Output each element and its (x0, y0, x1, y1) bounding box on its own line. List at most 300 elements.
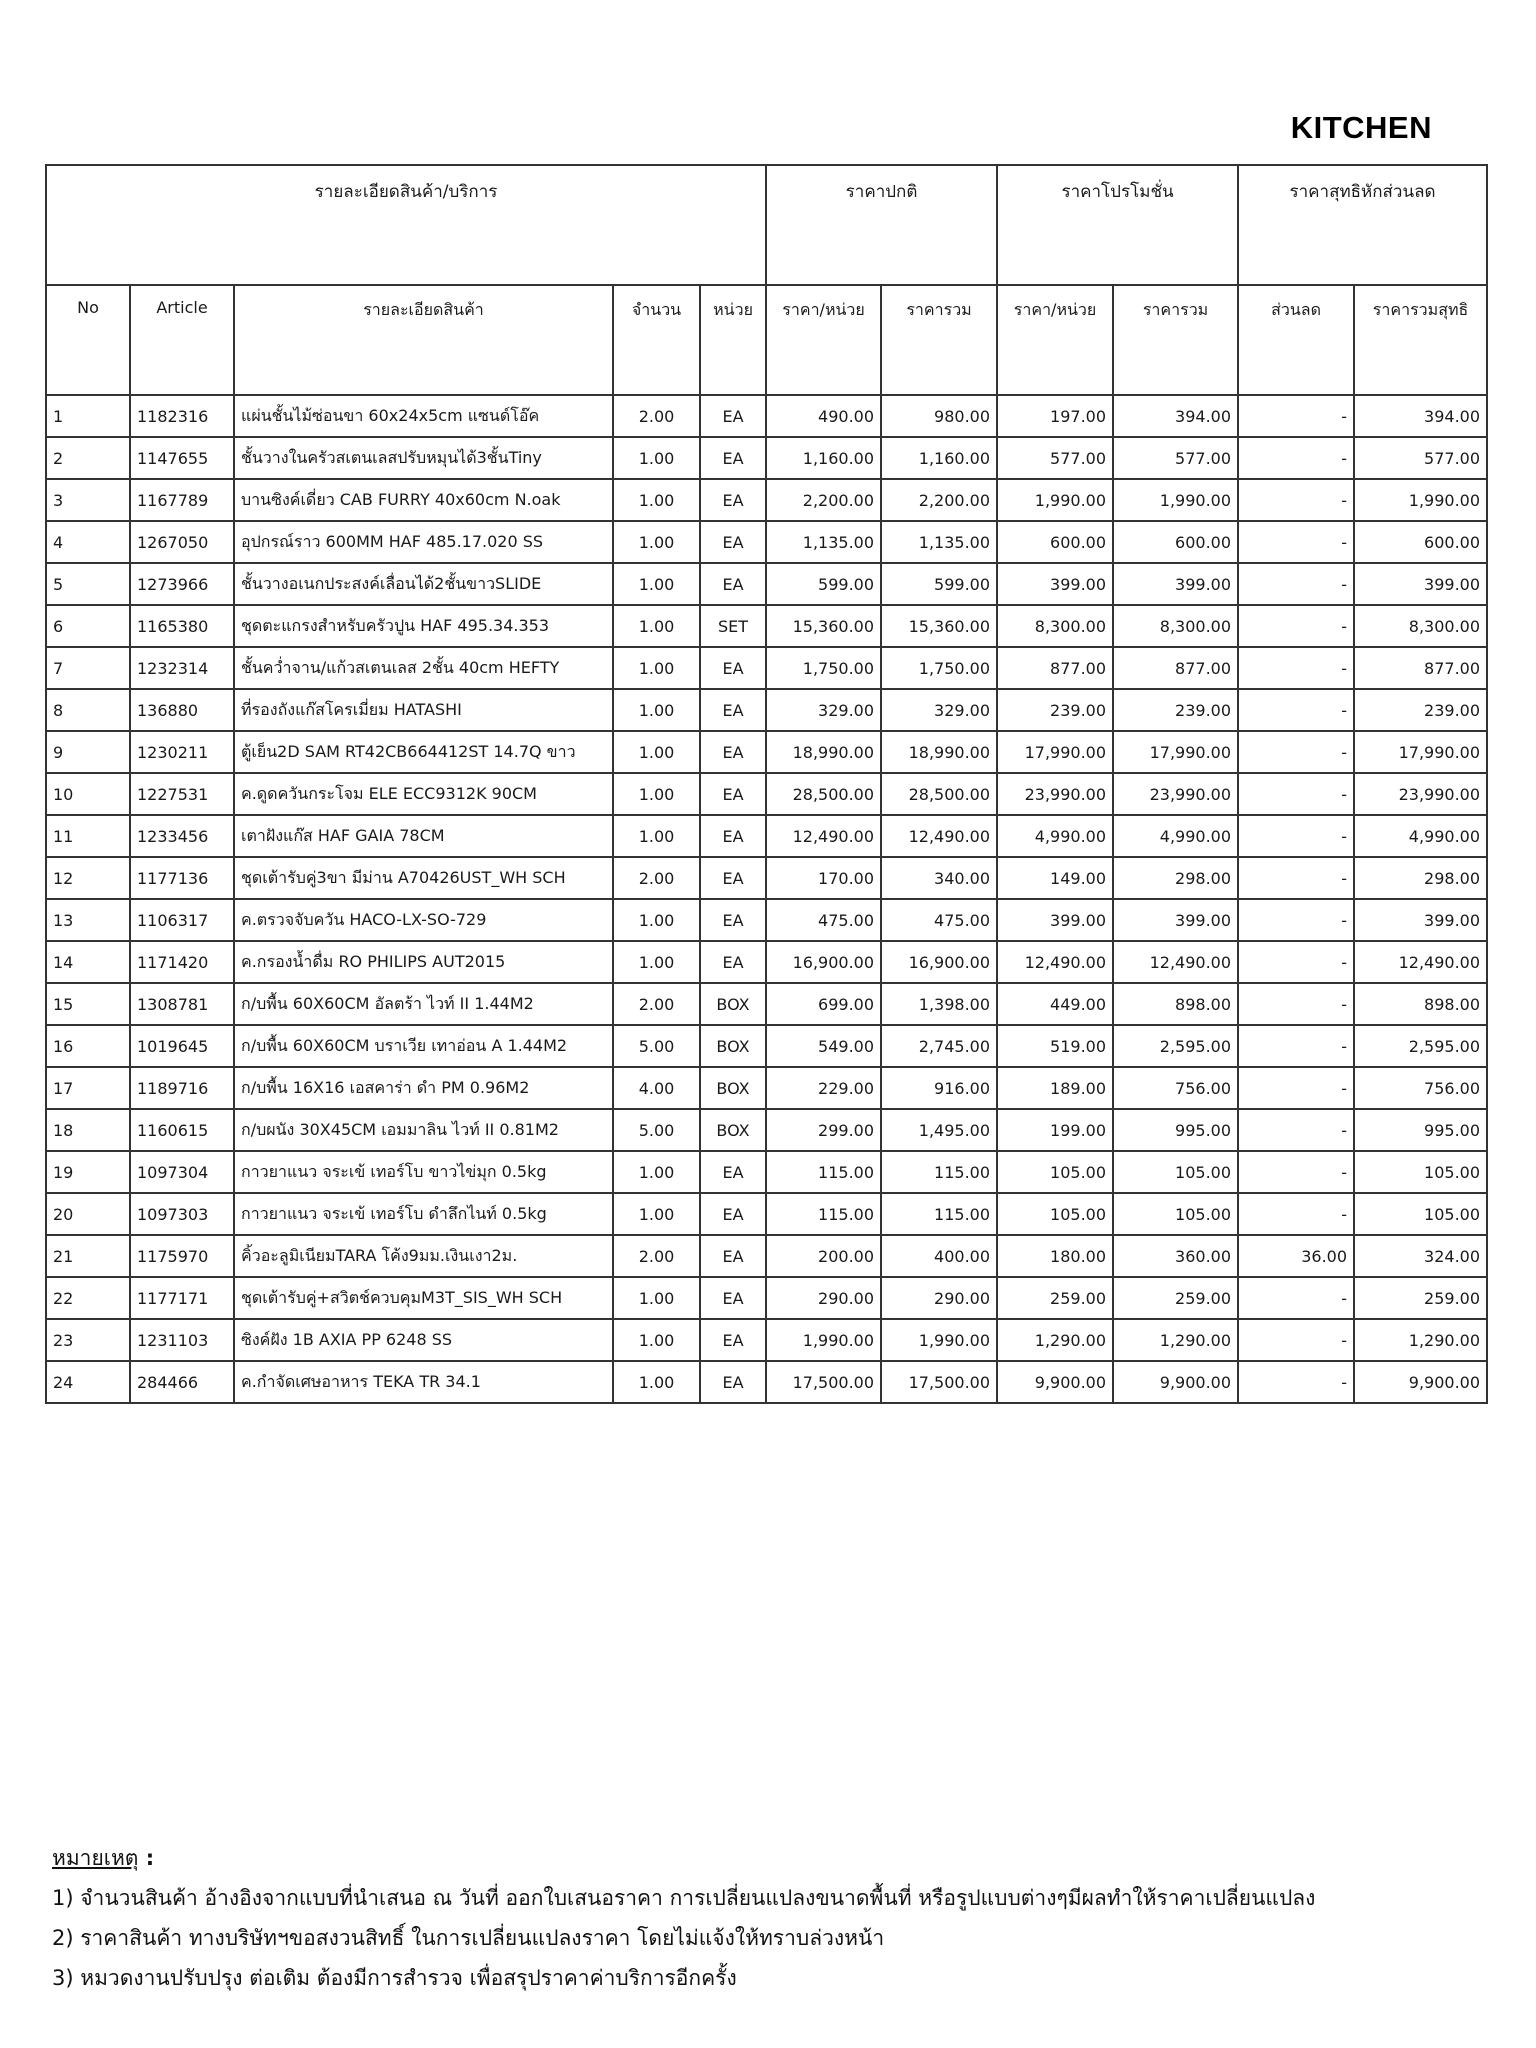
cell-promo-total: 2,595.00 (1113, 1025, 1238, 1067)
table-row (46, 1067, 1487, 1109)
table-row (46, 815, 1487, 857)
cell-description: กาวยาแนว จระเข้ เทอร์โบ ขาวไข่มุก 0.5kg (234, 1151, 613, 1193)
cell-net-total: 105.00 (1354, 1151, 1487, 1193)
cell-unit: SET (700, 605, 766, 647)
cell-normal-total: 400.00 (881, 1235, 997, 1277)
cell-normal-unit-price: 28,500.00 (766, 773, 881, 815)
cell-normal-unit-price: 290.00 (766, 1277, 881, 1319)
cell-article: 1232314 (130, 647, 234, 689)
cell-description: ตู้เย็น2D SAM RT42CB664412ST 14.7Q ขาว (234, 731, 613, 773)
notes-colon: : (138, 1846, 155, 1870)
cell-promo-unit-price: 577.00 (997, 437, 1113, 479)
cell-normal-total: 115.00 (881, 1193, 997, 1235)
note-line: 1) จำนวนสินค้า อ้างอิงจากแบบที่นำเสนอ ณ วันที่ ออกใบเสนอราคา การเปลี่ยนแปลงขนาดพื้นที่ หรือรูปแบบต่างๆมีผลทำให้ราคาเปลี่ยนแปลง (52, 1886, 1316, 1910)
cell-description: บานซิงค์เดี่ยว CAB FURRY 40x60cm N.oak (234, 479, 613, 521)
table-row (46, 983, 1487, 1025)
cell-no: 20 (46, 1193, 130, 1235)
cell-qty: 2.00 (613, 395, 700, 437)
cell-discount: - (1238, 1193, 1354, 1235)
cell-normal-unit-price: 599.00 (766, 563, 881, 605)
cell-no: 22 (46, 1277, 130, 1319)
cell-unit: EA (700, 1151, 766, 1193)
table-row (46, 1319, 1487, 1361)
cell-description: แผ่นชั้นไม้ซ่อนขา 60x24x5cm แซนด์โอ๊ค (234, 395, 613, 437)
cell-qty: 1.00 (613, 1193, 700, 1235)
cell-discount: - (1238, 1151, 1354, 1193)
cell-discount: - (1238, 1319, 1354, 1361)
cell-description: ค.ดูดควันกระโจม ELE ECC9312K 90CM (234, 773, 613, 815)
cell-discount: - (1238, 857, 1354, 899)
cell-normal-unit-price: 115.00 (766, 1151, 881, 1193)
cell-no: 11 (46, 815, 130, 857)
cell-promo-total: 360.00 (1113, 1235, 1238, 1277)
cell-promo-total: 399.00 (1113, 563, 1238, 605)
cell-net-total: 8,300.00 (1354, 605, 1487, 647)
cell-article: 1189716 (130, 1067, 234, 1109)
cell-net-total: 1,990.00 (1354, 479, 1487, 521)
cell-article: 1167789 (130, 479, 234, 521)
cell-normal-unit-price: 1,160.00 (766, 437, 881, 479)
cell-promo-unit-price: 399.00 (997, 899, 1113, 941)
cell-promo-total: 577.00 (1113, 437, 1238, 479)
cell-promo-total: 105.00 (1113, 1193, 1238, 1235)
cell-description: กาวยาแนว จระเข้ เทอร์โบ ดำลึกไนท์ 0.5kg (234, 1193, 613, 1235)
table-row (46, 941, 1487, 983)
table-row (46, 731, 1487, 773)
cell-promo-unit-price: 17,990.00 (997, 731, 1113, 773)
cell-promo-total: 995.00 (1113, 1109, 1238, 1151)
page-title: KITCHEN (1290, 110, 1432, 145)
cell-unit: EA (700, 1319, 766, 1361)
cell-promo-total: 9,900.00 (1113, 1361, 1238, 1403)
cell-net-total: 239.00 (1354, 689, 1487, 731)
cell-normal-unit-price: 18,990.00 (766, 731, 881, 773)
cell-net-total: 898.00 (1354, 983, 1487, 1025)
cell-discount: - (1238, 815, 1354, 857)
cell-description: ค.ตรวจจับควัน HACO-LX-SO-729 (234, 899, 613, 941)
group-normal-price-header: ราคาปกติ (766, 165, 997, 285)
cell-promo-total: 4,990.00 (1113, 815, 1238, 857)
cell-qty: 1.00 (613, 899, 700, 941)
cell-normal-total: 15,360.00 (881, 605, 997, 647)
cell-discount: - (1238, 1025, 1354, 1067)
cell-promo-unit-price: 189.00 (997, 1067, 1113, 1109)
cell-article: 1097304 (130, 1151, 234, 1193)
cell-no: 19 (46, 1151, 130, 1193)
cell-net-total: 12,490.00 (1354, 941, 1487, 983)
cell-description: ชั้นวางอเนกประสงค์เลื่อนได้2ชั้นขาวSLIDE (234, 563, 613, 605)
cell-unit: EA (700, 1235, 766, 1277)
cell-promo-unit-price: 1,290.00 (997, 1319, 1113, 1361)
col-net-total-header: ราคารวมสุทธิ (1354, 285, 1487, 395)
cell-description: ชั้นวางในครัวสเตนเลสปรับหมุนได้3ชั้นTiny (234, 437, 613, 479)
cell-no: 12 (46, 857, 130, 899)
cell-net-total: 23,990.00 (1354, 773, 1487, 815)
cell-description: ชุดเต้ารับคู่3ขา มีม่าน A70426UST_WH SCH (234, 857, 613, 899)
cell-article: 1273966 (130, 563, 234, 605)
cell-promo-total: 877.00 (1113, 647, 1238, 689)
cell-discount: - (1238, 395, 1354, 437)
cell-normal-unit-price: 1,750.00 (766, 647, 881, 689)
cell-unit: EA (700, 437, 766, 479)
cell-unit: BOX (700, 983, 766, 1025)
cell-discount: - (1238, 773, 1354, 815)
cell-promo-total: 105.00 (1113, 1151, 1238, 1193)
cell-promo-unit-price: 197.00 (997, 395, 1113, 437)
cell-promo-total: 259.00 (1113, 1277, 1238, 1319)
cell-description: ซิงค์ฝัง 1B AXIA PP 6248 SS (234, 1319, 613, 1361)
cell-no: 18 (46, 1109, 130, 1151)
cell-promo-unit-price: 180.00 (997, 1235, 1113, 1277)
cell-net-total: 399.00 (1354, 899, 1487, 941)
cell-article: 1097303 (130, 1193, 234, 1235)
cell-promo-unit-price: 105.00 (997, 1151, 1113, 1193)
cell-description: ค.กรองน้ำดื่ม RO PHILIPS AUT2015 (234, 941, 613, 983)
cell-discount: - (1238, 521, 1354, 563)
cell-description: ก/บผนัง 30X45CM เอมมาลิน ไวท์ II 0.81M2 (234, 1109, 613, 1151)
table-row (46, 1193, 1487, 1235)
cell-no: 14 (46, 941, 130, 983)
cell-normal-total: 1,135.00 (881, 521, 997, 563)
cell-article: 1308781 (130, 983, 234, 1025)
cell-net-total: 577.00 (1354, 437, 1487, 479)
cell-promo-unit-price: 1,990.00 (997, 479, 1113, 521)
cell-unit: BOX (700, 1025, 766, 1067)
cell-no: 5 (46, 563, 130, 605)
table-row (46, 857, 1487, 899)
cell-promo-total: 394.00 (1113, 395, 1238, 437)
cell-qty: 1.00 (613, 647, 700, 689)
cell-article: 1177136 (130, 857, 234, 899)
cell-normal-total: 115.00 (881, 1151, 997, 1193)
cell-promo-unit-price: 8,300.00 (997, 605, 1113, 647)
cell-description: ชุดตะแกรงสำหรับครัวปูน HAF 495.34.353 (234, 605, 613, 647)
cell-unit: EA (700, 563, 766, 605)
cell-unit: EA (700, 773, 766, 815)
col-unit-header: หน่วย (700, 285, 766, 395)
cell-unit: EA (700, 521, 766, 563)
cell-promo-unit-price: 239.00 (997, 689, 1113, 731)
cell-promo-unit-price: 199.00 (997, 1109, 1113, 1151)
cell-net-total: 259.00 (1354, 1277, 1487, 1319)
cell-no: 16 (46, 1025, 130, 1067)
cell-net-total: 298.00 (1354, 857, 1487, 899)
column-header-row (46, 285, 1487, 395)
cell-no: 2 (46, 437, 130, 479)
cell-net-total: 1,290.00 (1354, 1319, 1487, 1361)
cell-normal-total: 18,990.00 (881, 731, 997, 773)
cell-promo-unit-price: 149.00 (997, 857, 1113, 899)
cell-unit: EA (700, 479, 766, 521)
cell-promo-total: 1,290.00 (1113, 1319, 1238, 1361)
cell-normal-unit-price: 2,200.00 (766, 479, 881, 521)
cell-description: คิ้วอะลูมิเนียมTARA โค้ง9มม.เงินเงา2ม. (234, 1235, 613, 1277)
col-promo-total-header: ราคารวม (1113, 285, 1238, 395)
cell-unit: BOX (700, 1067, 766, 1109)
group-header-row (46, 165, 1487, 285)
cell-net-total: 324.00 (1354, 1235, 1487, 1277)
cell-net-total: 394.00 (1354, 395, 1487, 437)
cell-no: 7 (46, 647, 130, 689)
cell-unit: EA (700, 395, 766, 437)
table-row (46, 563, 1487, 605)
cell-promo-unit-price: 105.00 (997, 1193, 1113, 1235)
cell-description: อุปกรณ์ราว 600MM HAF 485.17.020 SS (234, 521, 613, 563)
col-qty-header: จำนวน (613, 285, 700, 395)
cell-no: 8 (46, 689, 130, 731)
cell-article: 1175970 (130, 1235, 234, 1277)
cell-qty: 1.00 (613, 605, 700, 647)
cell-qty: 1.00 (613, 773, 700, 815)
cell-qty: 2.00 (613, 1235, 700, 1277)
cell-normal-total: 16,900.00 (881, 941, 997, 983)
cell-article: 1160615 (130, 1109, 234, 1151)
cell-unit: EA (700, 1361, 766, 1403)
cell-discount: - (1238, 605, 1354, 647)
cell-article: 1227531 (130, 773, 234, 815)
cell-article: 1267050 (130, 521, 234, 563)
cell-normal-total: 12,490.00 (881, 815, 997, 857)
cell-no: 21 (46, 1235, 130, 1277)
cell-description: ชั้นคว่ำจาน/แก้วสเตนเลส 2ชั้น 40cm HEFTY (234, 647, 613, 689)
table-row (46, 773, 1487, 815)
cell-normal-total: 1,990.00 (881, 1319, 997, 1361)
group-net-price-header: ราคาสุทธิหักส่วนลด (1238, 165, 1487, 285)
table-row (46, 479, 1487, 521)
cell-normal-unit-price: 329.00 (766, 689, 881, 731)
cell-unit: BOX (700, 1109, 766, 1151)
cell-net-total: 17,990.00 (1354, 731, 1487, 773)
cell-net-total: 756.00 (1354, 1067, 1487, 1109)
cell-article: 1106317 (130, 899, 234, 941)
cell-qty: 1.00 (613, 521, 700, 563)
cell-normal-total: 329.00 (881, 689, 997, 731)
cell-description: ก/บพื้น 60X60CM บราเวีย เทาอ่อน A 1.44M2 (234, 1025, 613, 1067)
cell-promo-unit-price: 600.00 (997, 521, 1113, 563)
cell-promo-total: 1,990.00 (1113, 479, 1238, 521)
col-promo-unit-price-header: ราคา/หน่วย (997, 285, 1113, 395)
cell-article: 1177171 (130, 1277, 234, 1319)
cell-normal-unit-price: 549.00 (766, 1025, 881, 1067)
cell-normal-unit-price: 475.00 (766, 899, 881, 941)
cell-article: 1147655 (130, 437, 234, 479)
cell-discount: - (1238, 437, 1354, 479)
table-row (46, 647, 1487, 689)
cell-qty: 4.00 (613, 1067, 700, 1109)
cell-qty: 1.00 (613, 437, 700, 479)
cell-qty: 1.00 (613, 479, 700, 521)
cell-no: 10 (46, 773, 130, 815)
table-row (46, 689, 1487, 731)
cell-normal-total: 916.00 (881, 1067, 997, 1109)
cell-promo-total: 17,990.00 (1113, 731, 1238, 773)
cell-no: 13 (46, 899, 130, 941)
cell-promo-total: 12,490.00 (1113, 941, 1238, 983)
cell-normal-unit-price: 229.00 (766, 1067, 881, 1109)
cell-normal-total: 17,500.00 (881, 1361, 997, 1403)
cell-normal-total: 1,160.00 (881, 437, 997, 479)
col-description-header: รายละเอียดสินค้า (234, 285, 613, 395)
cell-promo-unit-price: 23,990.00 (997, 773, 1113, 815)
cell-normal-total: 2,200.00 (881, 479, 997, 521)
cell-article: 1233456 (130, 815, 234, 857)
cell-article: 1182316 (130, 395, 234, 437)
cell-qty: 1.00 (613, 689, 700, 731)
cell-no: 9 (46, 731, 130, 773)
cell-discount: - (1238, 731, 1354, 773)
notes-section (52, 1838, 1315, 1998)
cell-discount: - (1238, 899, 1354, 941)
cell-promo-unit-price: 9,900.00 (997, 1361, 1113, 1403)
note-line: 3) หมวดงานปรับปรุง ต่อเติม ต้องมีการสำรวจ เพื่อสรุปราคาค่าบริการอีกครั้ง (52, 1966, 737, 1990)
cell-normal-unit-price: 16,900.00 (766, 941, 881, 983)
cell-article: 1231103 (130, 1319, 234, 1361)
cell-net-total: 4,990.00 (1354, 815, 1487, 857)
cell-promo-unit-price: 259.00 (997, 1277, 1113, 1319)
table-row (46, 1277, 1487, 1319)
cell-discount: - (1238, 647, 1354, 689)
cell-promo-total: 298.00 (1113, 857, 1238, 899)
notes-heading: หมายเหตุ (52, 1846, 139, 1870)
cell-qty: 5.00 (613, 1109, 700, 1151)
cell-promo-unit-price: 877.00 (997, 647, 1113, 689)
cell-no: 3 (46, 479, 130, 521)
cell-discount: - (1238, 479, 1354, 521)
cell-description: ที่รองถังแก๊สโครเมี่ยม HATASHI (234, 689, 613, 731)
col-discount-header: ส่วนลด (1238, 285, 1354, 395)
cell-description: ก/บพื้น 16X16 เอสคาร่า ดำ PM 0.96M2 (234, 1067, 613, 1109)
cell-normal-unit-price: 1,135.00 (766, 521, 881, 563)
cell-discount: - (1238, 941, 1354, 983)
cell-qty: 1.00 (613, 731, 700, 773)
cell-normal-unit-price: 299.00 (766, 1109, 881, 1151)
cell-net-total: 105.00 (1354, 1193, 1487, 1235)
cell-normal-unit-price: 200.00 (766, 1235, 881, 1277)
table-row (46, 899, 1487, 941)
group-promo-price-header: ราคาโปรโมชั่น (997, 165, 1238, 285)
cell-normal-unit-price: 490.00 (766, 395, 881, 437)
cell-net-total: 877.00 (1354, 647, 1487, 689)
cell-qty: 1.00 (613, 1151, 700, 1193)
cell-normal-unit-price: 115.00 (766, 1193, 881, 1235)
cell-article: 1171420 (130, 941, 234, 983)
cell-net-total: 600.00 (1354, 521, 1487, 563)
cell-promo-unit-price: 519.00 (997, 1025, 1113, 1067)
cell-unit: EA (700, 647, 766, 689)
cell-no: 4 (46, 521, 130, 563)
cell-description: ก/บพื้น 60X60CM อัลตร้า ไวท์ II 1.44M2 (234, 983, 613, 1025)
cell-discount: - (1238, 1067, 1354, 1109)
cell-qty: 1.00 (613, 1361, 700, 1403)
cell-unit: EA (700, 731, 766, 773)
cell-promo-unit-price: 12,490.00 (997, 941, 1113, 983)
cell-unit: EA (700, 941, 766, 983)
cell-normal-unit-price: 1,990.00 (766, 1319, 881, 1361)
cell-no: 1 (46, 395, 130, 437)
notes-heading-line (52, 1838, 1315, 1878)
cell-normal-unit-price: 17,500.00 (766, 1361, 881, 1403)
cell-qty: 5.00 (613, 1025, 700, 1067)
cell-qty: 1.00 (613, 941, 700, 983)
table-row (46, 437, 1487, 479)
cell-description: ค.กำจัดเศษอาหาร TEKA TR 34.1 (234, 1361, 613, 1403)
cell-promo-total: 756.00 (1113, 1067, 1238, 1109)
table-row (46, 521, 1487, 563)
cell-normal-total: 475.00 (881, 899, 997, 941)
cell-promo-total: 399.00 (1113, 899, 1238, 941)
col-no-header: No (46, 285, 130, 395)
price-table (45, 164, 1488, 1404)
cell-unit: EA (700, 815, 766, 857)
cell-no: 24 (46, 1361, 130, 1403)
table-row (46, 605, 1487, 647)
cell-net-total: 995.00 (1354, 1109, 1487, 1151)
cell-normal-total: 290.00 (881, 1277, 997, 1319)
group-details-header: รายละเอียดสินค้า/บริการ (46, 165, 766, 285)
cell-unit: EA (700, 1277, 766, 1319)
cell-article: 1019645 (130, 1025, 234, 1067)
cell-description: เตาฝังแก๊ส HAF GAIA 78CM (234, 815, 613, 857)
cell-unit: EA (700, 857, 766, 899)
cell-unit: EA (700, 899, 766, 941)
cell-net-total: 9,900.00 (1354, 1361, 1487, 1403)
cell-discount: 36.00 (1238, 1235, 1354, 1277)
cell-qty: 1.00 (613, 815, 700, 857)
cell-description: ชุดเต้ารับคู่+สวิตช์ควบคุมM3T_SIS_WH SCH (234, 1277, 613, 1319)
cell-normal-total: 2,745.00 (881, 1025, 997, 1067)
cell-normal-unit-price: 170.00 (766, 857, 881, 899)
col-normal-total-header: ราคารวม (881, 285, 997, 395)
cell-article: 1230211 (130, 731, 234, 773)
cell-no: 23 (46, 1319, 130, 1361)
cell-promo-total: 23,990.00 (1113, 773, 1238, 815)
cell-normal-total: 340.00 (881, 857, 997, 899)
cell-discount: - (1238, 689, 1354, 731)
cell-promo-total: 600.00 (1113, 521, 1238, 563)
table-row (46, 1151, 1487, 1193)
col-normal-unit-price-header: ราคา/หน่วย (766, 285, 881, 395)
cell-discount: - (1238, 1109, 1354, 1151)
cell-promo-unit-price: 449.00 (997, 983, 1113, 1025)
table-row (46, 395, 1487, 437)
cell-discount: - (1238, 983, 1354, 1025)
table-row (46, 1235, 1487, 1277)
cell-promo-total: 8,300.00 (1113, 605, 1238, 647)
cell-unit: EA (700, 1193, 766, 1235)
cell-promo-unit-price: 4,990.00 (997, 815, 1113, 857)
cell-no: 15 (46, 983, 130, 1025)
cell-net-total: 399.00 (1354, 563, 1487, 605)
cell-article: 1165380 (130, 605, 234, 647)
table-row (46, 1025, 1487, 1067)
cell-promo-unit-price: 399.00 (997, 563, 1113, 605)
cell-normal-unit-price: 15,360.00 (766, 605, 881, 647)
cell-normal-unit-price: 699.00 (766, 983, 881, 1025)
cell-no: 17 (46, 1067, 130, 1109)
cell-normal-total: 28,500.00 (881, 773, 997, 815)
table-row (46, 1361, 1487, 1403)
cell-normal-unit-price: 12,490.00 (766, 815, 881, 857)
cell-normal-total: 1,398.00 (881, 983, 997, 1025)
table-row (46, 1109, 1487, 1151)
cell-qty: 1.00 (613, 563, 700, 605)
cell-article: 284466 (130, 1361, 234, 1403)
cell-qty: 2.00 (613, 983, 700, 1025)
cell-qty: 1.00 (613, 1277, 700, 1319)
cell-discount: - (1238, 1277, 1354, 1319)
cell-normal-total: 980.00 (881, 395, 997, 437)
cell-promo-total: 898.00 (1113, 983, 1238, 1025)
